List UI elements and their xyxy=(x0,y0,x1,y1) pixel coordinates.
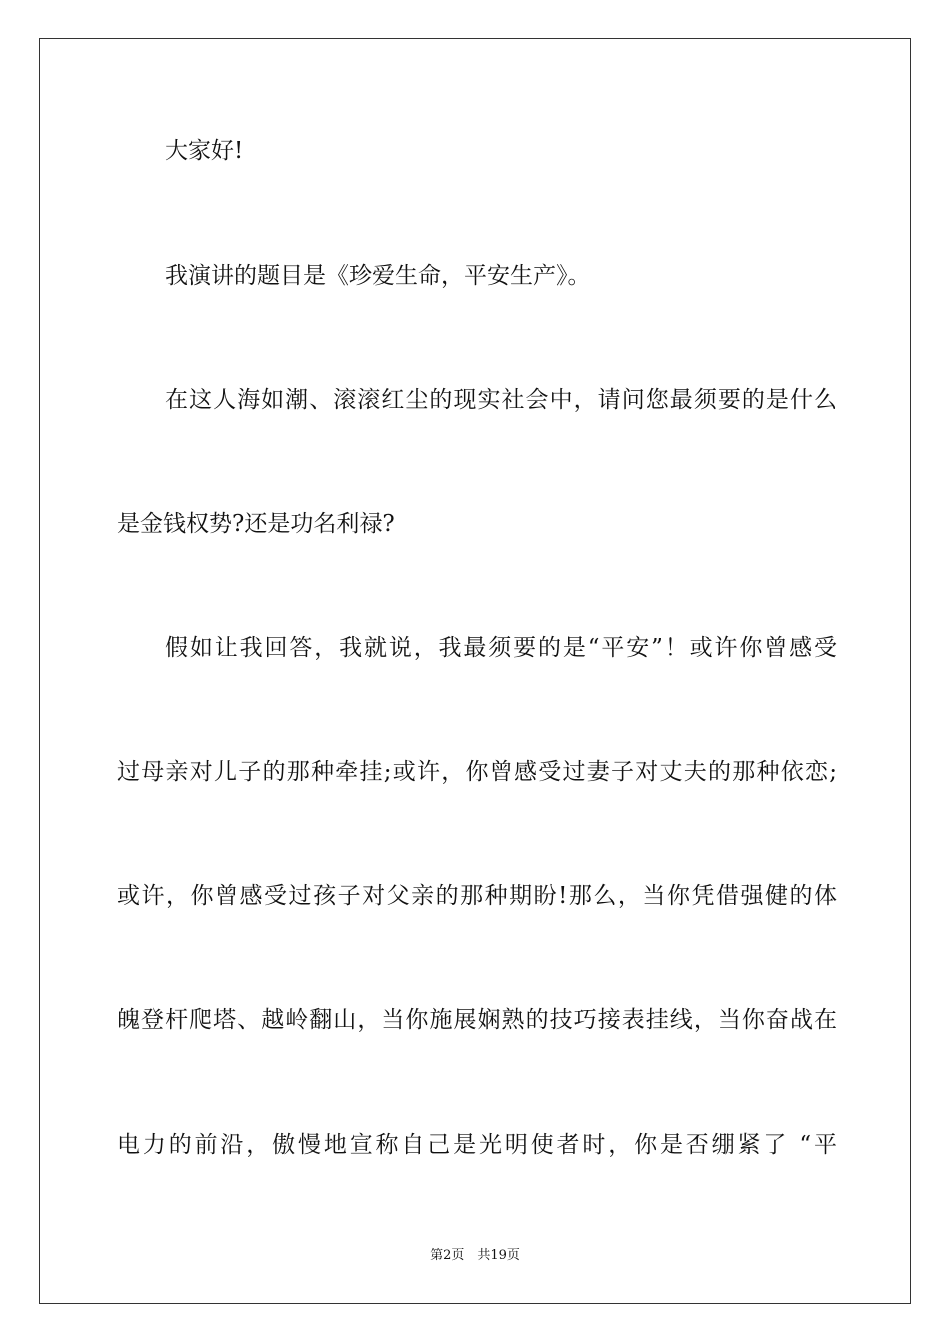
page-border xyxy=(39,38,911,1304)
paragraph-line: 过母亲对儿子的那种牵挂;或许，你曾感受过妻子对丈夫的那种依恋; xyxy=(117,759,837,785)
paragraph-line: 是金钱权势?还是功名利禄? xyxy=(117,511,395,537)
greeting-line: 大家好! xyxy=(165,138,244,164)
paragraph-line: 在这人海如潮、滚滚红尘的现实社会中，请问您最须要的是什么 xyxy=(165,387,837,413)
paragraph-line: 魄登杆爬塔、越岭翻山，当你施展娴熟的技巧接表挂线，当你奋战在 xyxy=(117,1007,837,1033)
speech-title-line: 我演讲的题目是《珍爱生命，平安生产》。 xyxy=(165,263,591,289)
paragraph-line: 电力的前沿，傲慢地宣称自己是光明使者时，你是否绷紧了 “平 xyxy=(117,1132,837,1158)
paragraph-line: 假如让我回答，我就说，我最须要的是“平安”！或许你曾感受 xyxy=(165,635,837,661)
paragraph-line: 或许，你曾感受过孩子对父亲的那种期盼!那么，当你凭借强健的体 xyxy=(117,883,837,909)
page-number-footer: 第2页 共19页 xyxy=(430,1248,520,1263)
